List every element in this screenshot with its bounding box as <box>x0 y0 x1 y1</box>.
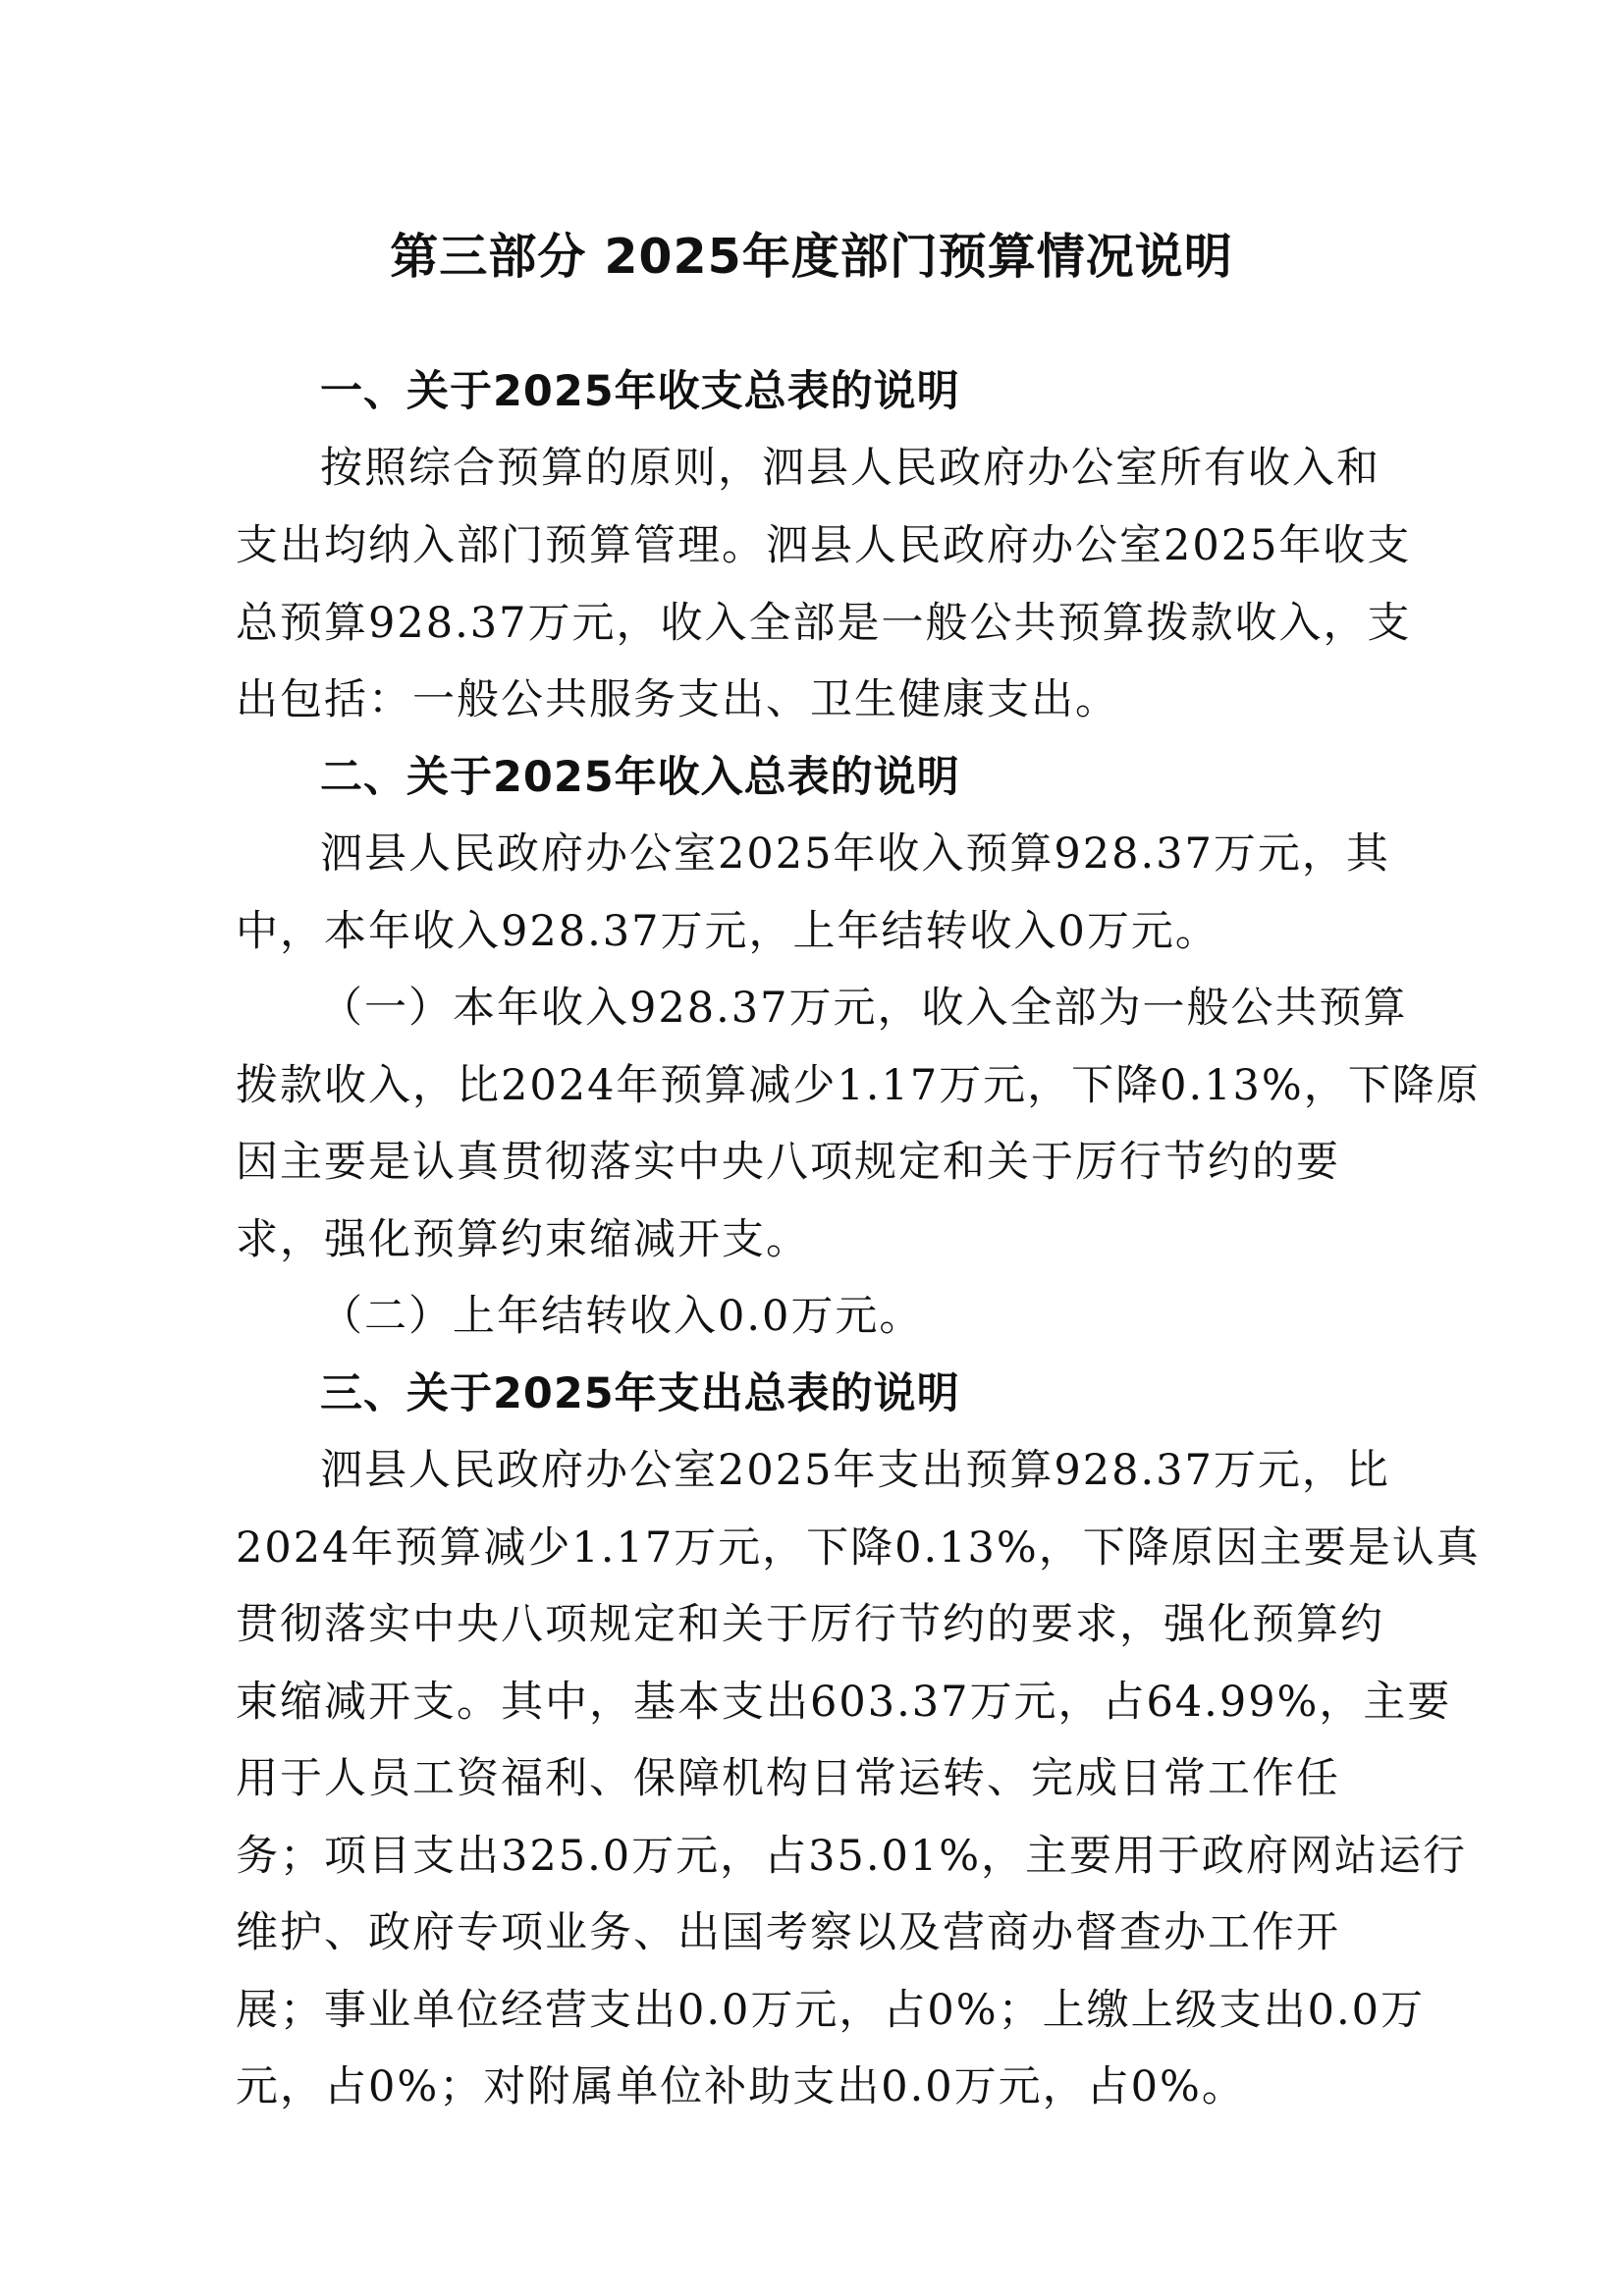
paragraph-line: 2024年预算减少1.17万元，下降0.13%，下降原因主要是认真 <box>236 1523 1481 1573</box>
paragraph-line: 泗县人民政府办公室2025年支出预算928.37万元，比 <box>320 1446 1390 1495</box>
paragraph-line: 展；事业单位经营支出0.0万元，占0%；上缴上级支出0.0万 <box>236 1986 1425 2035</box>
paragraph-line: 维护、政府专项业务、出国考察以及营商办督查办工作开 <box>236 1908 1340 1957</box>
paragraph-line: （一）本年收入928.37万元，收入全部为一般公共预算 <box>320 984 1408 1033</box>
paragraph-line: 泗县人民政府办公室2025年收入预算928.37万元，其 <box>320 829 1390 879</box>
paragraph-line: 支出均纳入部门预算管理。泗县人民政府办公室2025年收支 <box>236 521 1412 570</box>
paragraph-line: 求，强化预算约束缩减开支。 <box>236 1215 810 1264</box>
paragraph-line: 务；项目支出325.0万元，占35.01%，主要用于政府网站运行 <box>236 1832 1468 1881</box>
paragraph-line: 拨款收入，比2024年预算减少1.17万元，下降0.13%，下降原 <box>236 1061 1481 1110</box>
section-heading-1: 一、关于2025年收支总表的说明 <box>320 367 960 416</box>
paragraph-line: 中，本年收入928.37万元，上年结转收入0万元。 <box>236 907 1219 956</box>
paragraph-line: 因主要是认真贯彻落实中央八项规定和关于厉行节约的要 <box>236 1138 1340 1187</box>
paragraph-line: 出包括：一般公共服务支出、卫生健康支出。 <box>236 675 1119 724</box>
paragraph-line: 束缩减开支。其中，基本支出603.37万元，占64.99%，主要 <box>236 1678 1452 1727</box>
paragraph-line: 贯彻落实中央八项规定和关于厉行节约的要求，强化预算约 <box>236 1600 1384 1649</box>
paragraph-line: 用于人员工资福利、保障机构日常运转、完成日常工作任 <box>236 1754 1340 1803</box>
page-title: 第三部分 2025年度部门预算情况说明 <box>390 229 1233 285</box>
paragraph-line: 元，占0%；对附属单位补助支出0.0万元，占0%。 <box>236 2062 1246 2111</box>
paragraph-line: 总预算928.37万元，收入全部是一般公共预算拨款收入，支 <box>236 599 1412 648</box>
paragraph-line: （二）上年结转收入0.0万元。 <box>320 1292 924 1341</box>
section-heading-3: 三、关于2025年支出总表的说明 <box>320 1369 960 1418</box>
paragraph-line: 按照综合预算的原则，泗县人民政府办公室所有收入和 <box>320 444 1380 493</box>
section-heading-2: 二、关于2025年收入总表的说明 <box>320 753 960 802</box>
